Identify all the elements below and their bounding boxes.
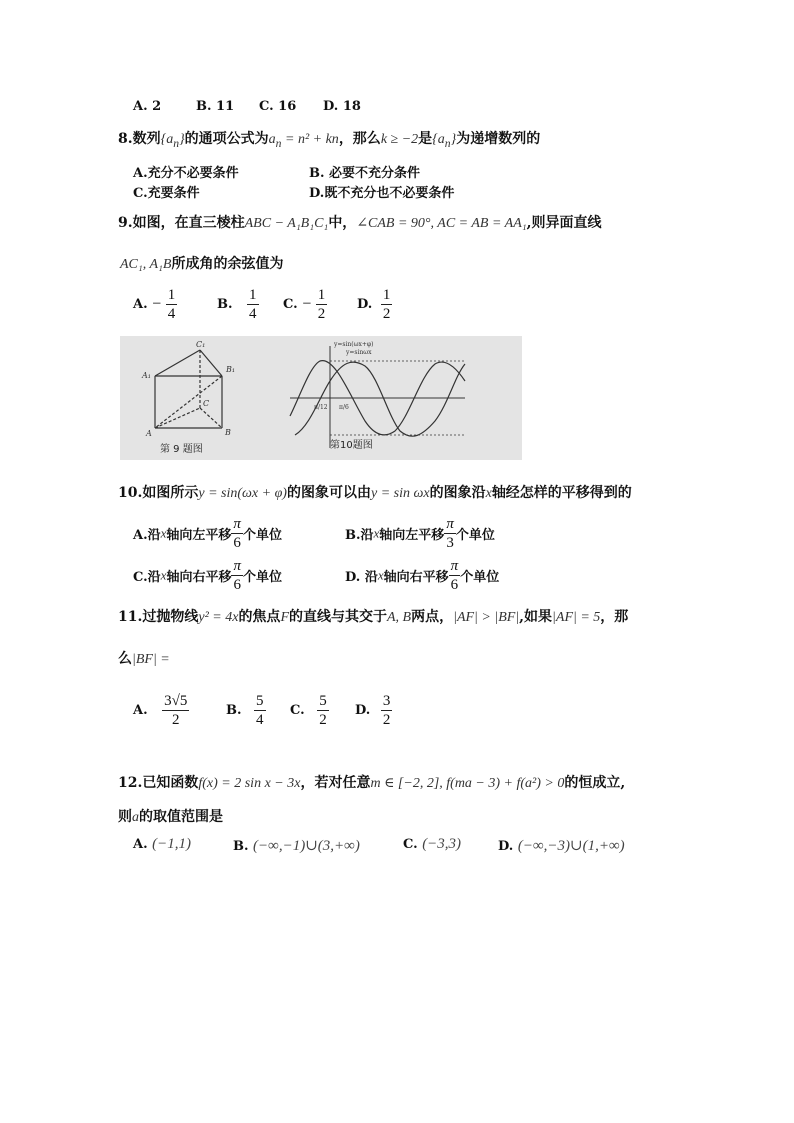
label-c1: C₁	[196, 340, 206, 349]
label-b1: B₁	[226, 365, 236, 374]
label-a: A	[146, 429, 152, 438]
q8-option-d: D.既不充分也不必要条件	[309, 186, 455, 201]
q11-option-c: C. $\frac{5}{2}$	[290, 693, 327, 728]
prism-caption: 第 9 题图	[160, 444, 203, 455]
q9-option-a: A. − $\frac{1}{4}$	[133, 287, 176, 322]
q11-option-a: A. $\frac{3√5}{2}$	[133, 693, 188, 728]
question-8-stem: 8.数列$\{a_n\}$的通项公式为$a_n = n^2$ + kn，那么k ≥ −2是$\{a_n\}$为递增数列的	[118, 131, 541, 150]
q9-option-d: D. $\frac{1}{2}$	[357, 287, 391, 322]
figure-strip	[120, 336, 522, 460]
q10-option-d: D. 沿x轴向右平移 $\frac{\pi}{6}$ 个单位	[345, 558, 500, 593]
label-b: B	[225, 428, 231, 437]
question-12-stem-line1: 12.已知函数f(x) = 2 sin x − 3x，若对任意m ∈ [−2, 2], f(ma − 3) + f(a²) > 0的恒成立,	[118, 775, 626, 791]
q10-option-b: B.沿x轴向左平移 $\frac{\pi}{3}$ 个单位	[345, 516, 495, 551]
q8-option-a: A.充分不必要条件	[133, 166, 239, 181]
label-a1: A₁	[142, 371, 151, 380]
q12-option-d: D. (−∞,−3)∪(1,+∞)	[498, 838, 625, 854]
q9-option-c: C. − $\frac{1}{2}$	[283, 287, 326, 322]
q9-option-b: B. $\frac{1}{4}$	[217, 287, 257, 322]
question-10-stem: 10.如图所示y = sin(ωx + φ)的图象可以由y = sin ωx的图象沿x轴经怎样的平移得到的	[118, 485, 632, 501]
question-9-stem-line1: 9.如图，在直三棱柱ABC − A₁B₁C₁中，∠CAB = 90°, AC = AB = AA₁,则异面直线	[118, 215, 602, 231]
q10-option-c: C.沿x轴向右平移 $\frac{\pi}{6}$ 个单位	[133, 558, 282, 593]
q7-option-b: B. 11	[196, 99, 235, 114]
q12-option-b: B. (−∞,−1)∪(3,+∞)	[233, 838, 360, 854]
question-12-stem-line2: 则a的取值范围是	[118, 809, 223, 825]
sine-graph	[290, 346, 465, 448]
figure-drawings	[120, 336, 522, 460]
q11-option-d: D. $\frac{3}{2}$	[355, 693, 391, 728]
q12-option-a: A. (−1,1)	[133, 836, 192, 852]
tick-pi-6: π/6	[339, 404, 349, 411]
label-c: C	[203, 399, 210, 408]
curve2-label: y=sinωx	[346, 349, 372, 356]
question-11-stem-line2: 么|BF| =	[118, 651, 170, 667]
q8-option-b: B. 必要不充分条件	[309, 166, 421, 181]
q7-option-d: D. 18	[323, 99, 361, 114]
tick-pi-12: π/12	[314, 404, 328, 411]
q12-option-c: C. (−3,3)	[403, 836, 462, 852]
q11-option-b: B. $\frac{5}{4}$	[226, 693, 264, 728]
q7-option-a: A. 2	[133, 99, 162, 114]
q7-option-c: C. 16	[259, 99, 297, 114]
graph-caption: 第10题图	[330, 440, 373, 451]
prism-figure	[155, 350, 222, 428]
question-11-stem-line1: 11.过抛物线y² = 4x的焦点F的直线与其交于A, B两点，|AF| > |BF|,如果|AF| = 5，那	[118, 609, 629, 625]
q10-option-a: A.沿x轴向左平移 $\frac{\pi}{6}$ 个单位	[133, 516, 282, 551]
q8-option-c: C.充要条件	[133, 186, 200, 201]
curve1-label: y=sin(ωx+φ)	[334, 341, 374, 348]
question-9-stem-line2: AC₁, A₁B所成角的余弦值为	[120, 256, 284, 272]
